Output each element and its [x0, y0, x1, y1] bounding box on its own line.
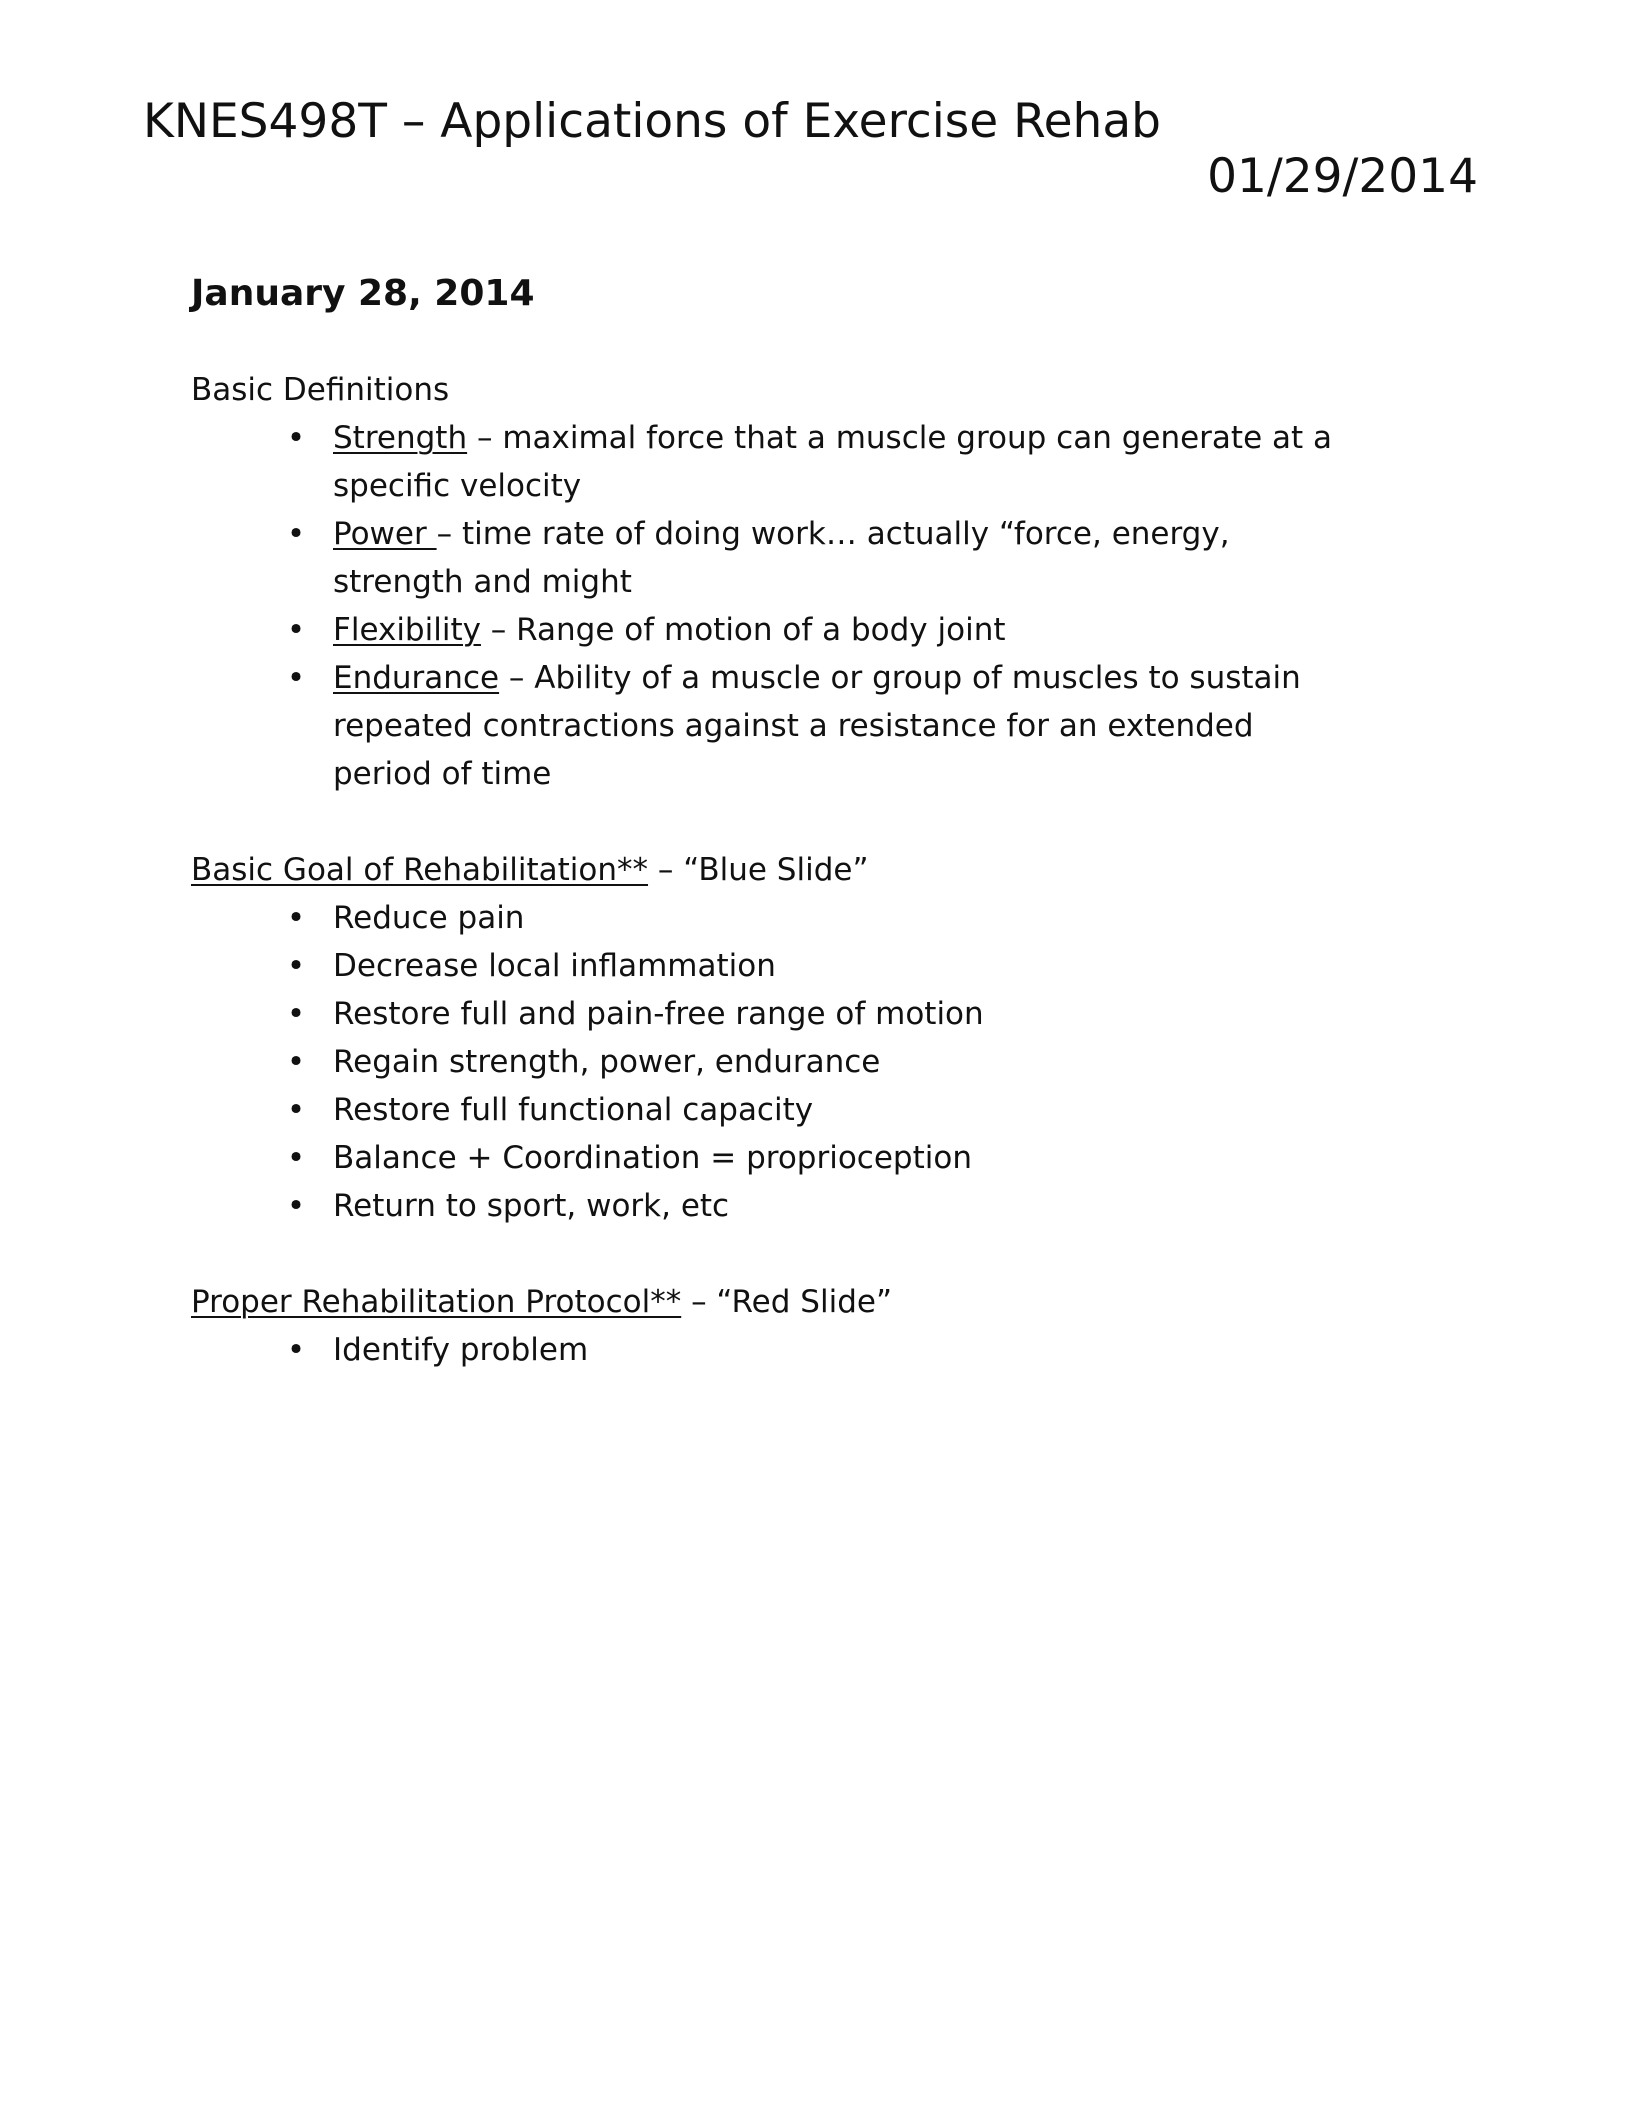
list-item [191, 990, 1333, 1038]
bullet-icon: • [286, 948, 306, 984]
definition: – time rate of doing work… actually “force, energy, strength and might [333, 516, 1230, 600]
list-item [191, 894, 1333, 942]
item-text: Restore full functional capacity [333, 1092, 814, 1128]
definition: – Ability of a muscle or group of muscles to sustain repeated contractions against a resistance for an extended period of time [333, 660, 1301, 792]
bullet-icon: • [286, 1092, 306, 1128]
list-item [191, 654, 1333, 798]
list-item [191, 1038, 1333, 1086]
list-item [191, 1182, 1333, 1230]
term: Flexibility [333, 612, 481, 648]
section-rehab-protocol [191, 1278, 1451, 1374]
section-heading [191, 846, 1451, 894]
goals-list [191, 894, 1451, 1230]
section-basic-definitions [191, 366, 1451, 798]
bullet-icon: • [286, 612, 306, 648]
document-date: 01/29/2014 [1207, 149, 1478, 204]
definition: – maximal force that a muscle group can generate at a specific velocity [333, 420, 1333, 504]
item-text: Decrease local inflammation [333, 948, 776, 984]
course-title: KNES498T – Applications of Exercise Rehab [143, 94, 1161, 149]
bullet-icon: • [286, 1044, 306, 1080]
bullet-icon: • [286, 996, 306, 1032]
section-basic-goal [191, 846, 1451, 1230]
list-item [191, 1086, 1333, 1134]
item-text: Identify problem [333, 1332, 589, 1368]
section-heading [191, 366, 1451, 414]
section-title: Basic Goal of Rehabilitation** [191, 852, 649, 888]
lecture-date: January 28, 2014 [191, 273, 535, 314]
list-item [191, 1326, 1333, 1374]
term: Endurance [333, 660, 500, 696]
item-text: Return to sport, work, etc [333, 1188, 730, 1224]
list-item [191, 606, 1333, 654]
section-title: Basic Definitions [191, 372, 450, 408]
list-item [191, 1134, 1333, 1182]
definitions-list [191, 414, 1451, 798]
bullet-icon: • [286, 420, 306, 456]
item-text: Reduce pain [333, 900, 525, 936]
protocol-list [191, 1326, 1451, 1374]
bullet-icon: • [286, 1140, 306, 1176]
section-heading [191, 1278, 1451, 1326]
notes-body [191, 366, 1451, 1422]
item-text: Restore full and pain-free range of motion [333, 996, 984, 1032]
bullet-icon: • [286, 516, 306, 552]
list-item [191, 414, 1333, 510]
term: Strength [333, 420, 468, 456]
item-text: Regain strength, power, endurance [333, 1044, 881, 1080]
definition: – Range of motion of a body joint [480, 612, 1006, 648]
item-text: Balance + Coordination = proprioception [333, 1140, 972, 1176]
list-item [191, 942, 1333, 990]
bullet-icon: • [286, 900, 306, 936]
section-suffix: – “Red Slide” [681, 1284, 892, 1320]
section-title: Proper Rehabilitation Protocol** [191, 1284, 682, 1320]
term: Power [333, 516, 437, 552]
list-item [191, 510, 1333, 606]
bullet-icon: • [286, 1188, 306, 1224]
section-suffix: – “Blue Slide” [648, 852, 869, 888]
bullet-icon: • [286, 1332, 306, 1368]
bullet-icon: • [286, 660, 306, 696]
